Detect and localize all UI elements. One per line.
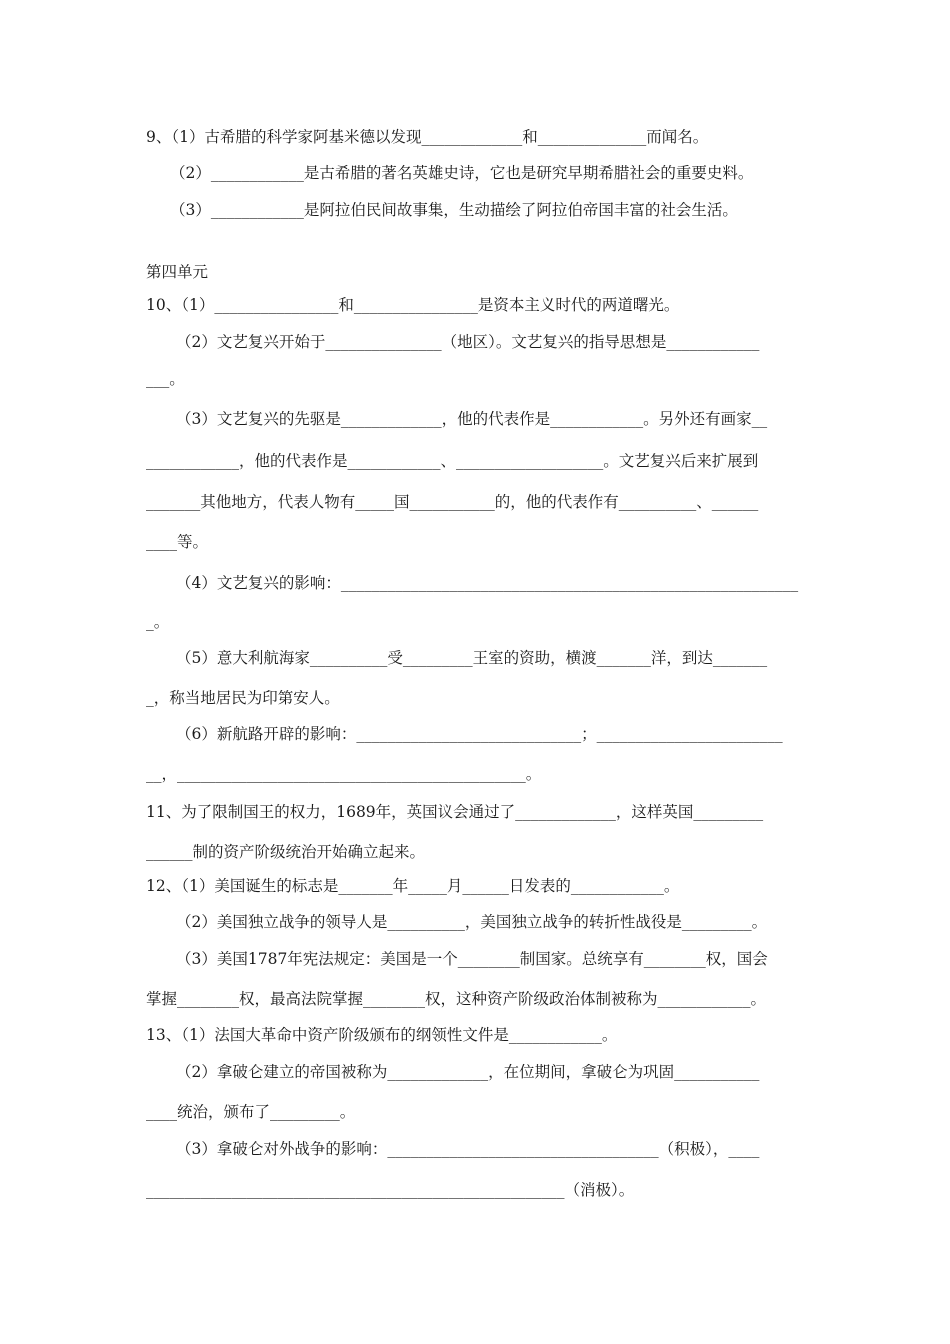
q10-part6: （6）新航路开辟的影响：_____________________________；________________________ [176, 725, 783, 743]
q10-part3-cont2: _______其他地方，代表人物有_____国___________的，他的代表作有__________、______ [146, 493, 759, 511]
unit-heading: 第四单元 [146, 263, 209, 281]
q13-part1: 13、（1）法国大革命中资产阶级颁布的纲领性文件是____________。 [146, 1026, 618, 1044]
q13-part2-cont: ____统治，颁布了_________。 [146, 1103, 356, 1121]
q10-part3-cont1: ____________，他的代表作是____________、___________________。文艺复兴后来扩展到 [146, 452, 759, 470]
q13-part3-cont: ______________________________________________________（消极）。 [146, 1181, 635, 1199]
q10-part1: 10、（1）________________和________________是资本主义时代的两道曙光。 [146, 296, 680, 314]
q9-part3: （3）____________是阿拉伯民间故事集，生动描绘了阿拉伯帝国丰富的社会生活。 [170, 201, 738, 219]
q9-part1: 9、（1）古希腊的科学家阿基米德以发现_____________和______________而闻名。 [146, 128, 709, 146]
q10-part5-cont: _，称当地居民为印第安人。 [146, 689, 340, 707]
q13-part2: （2）拿破仑建立的帝国被称为_____________，在位期间，拿破仑为巩固___________ [176, 1063, 760, 1081]
q12-part2: （2）美国独立战争的领导人是__________，美国独立战争的转折性战役是_________。 [176, 913, 768, 931]
q10-part3-cont3: ____等。 [146, 533, 209, 551]
q10-part2: （2）文艺复兴开始于_______________（地区）。文艺复兴的指导思想是____________ [176, 333, 760, 351]
q10-part5: （5）意大利航海家__________受_________王室的资助，横渡_______洋，到达_______ [176, 649, 768, 667]
q12-part3: （3）美国1787年宪法规定：美国是一个________制国家。总统享有________权，国会 [176, 950, 768, 968]
q10-part6-cont: __，_____________________________________________。 [146, 765, 542, 783]
q10-part4-cont: _。 [146, 613, 170, 631]
q13-part3: （3）拿破仑对外战争的影响：___________________________________（积极），____ [176, 1140, 760, 1158]
q12-part1: 12、（1）美国诞生的标志是_______年_____月______日发表的____________。 [146, 877, 680, 895]
q10-part3: （3）文艺复兴的先驱是_____________，他的代表作是____________。另外还有画家__ [176, 410, 768, 428]
q10-part4: （4）文艺复兴的影响：___________________________________________________________ [176, 574, 799, 592]
q12-part3-cont: 掌握________权，最高法院掌握________权，这种资产阶级政治体制被称为____________。 [146, 990, 767, 1008]
q10-part2-cont: ___。 [146, 370, 185, 388]
q11: 11、为了限制国王的权力，1689年，英国议会通过了_____________，这样英国_________ [146, 803, 764, 821]
q11-cont: ______制的资产阶级统治开始确立起来。 [146, 843, 426, 861]
q9-part2: （2）____________是古希腊的著名英雄史诗，它也是研究早期希腊社会的重要史料。 [170, 164, 754, 182]
